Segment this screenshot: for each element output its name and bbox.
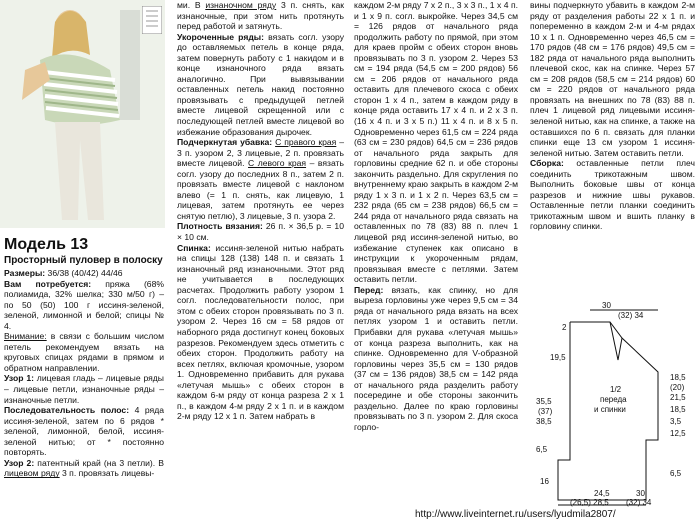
materials-text: пряжа (68% полиамида, 32% шелка; 330 м/50 г) – по 50 (50) 100 г иссиня-зеленой, зеленой, лимонной и белой; спицы № 4.: [4, 278, 165, 331]
column-4: [530, 0, 695, 232]
col3-text: каждом 2-м ряду 7 х 2 п., 3 х 3 п., 1 х 4 п. и 1 х 9 п. согл. выкройке. Через 34,5 см = 126 рядов от начального ряда продолжить работу по прямой, при этом для краев пройм с обеих сторон вновь провязывать по 3 п. узором 2. Через 53 см = 194 ряда (54,5 см = 200 рядов) 56 см = 206 рядов от начального ряда оставить для плечевого скоса с обеих сторон 1 х 4 п., затем в каждом ряду в конце ряда оставить 17 х 4 п. и 2 х 3 п. (16 х 4 п. и 3 х 5 п.) 11 х 4 п. и 8 х 5 п. Одновременно через 61,5 см = 224 ряда (63 см = 230 рядов) 64,5 см = 236 рядов от начального ряда закрыть для горловины средние 62 п. и обе стороны закончить раздельно. Для скругления по внутреннему краю закрыть в каждом 2-м ряду 1 х 3 п. и 1 х 2 п. Через 63,5 см = 232 ряда (65 см = 238 рядов) 66,5 см = 244 ряда от начального ряда связать на оставленных по 78 (83) 88 п. плеч 1 лицевой ряд иссиня-зеленой нитью, во избежание ступенек как описано в инструкции к укороченным рядам, провязывая вместе с петлями. Затем оставить петли.: [354, 0, 518, 285]
dim-bottom-3: 30: [636, 489, 645, 498]
pattern2-text: патентный край (на 3 петли). В: [34, 457, 164, 468]
decrease-label: Подчеркнутая убавка:: [177, 137, 273, 148]
col4-text: вины подчеркнуто убавить в каждом 2-м ряду от разделения работы 22 х 1 п. и попеременно в каждом 2-м и 4-м рядах 10 х 1 п. Одновременно через 46,5 см = 170 рядов (48 см = 176 рядов) 49,5 см = 182 ряда от начального ряда выполнить плечевой скос, как на спинке. Через 57 см = 208 рядов (58,5 см = 214 рядов) 60 см = 220 рядов от начального ряда провязать на внешних по 78 (83) 88 п. плеч 1 лицевой ряд лицевыми иссиня-зеленой нитью, как на спинке, а также на оставшихся по 6 п. связать для планки спинки еще 13 см узором 1 иссиня-зеленой нитью. Затем оставить петли.: [530, 0, 695, 158]
pattern2-label: Узор 2:: [4, 457, 35, 468]
gauge-label: Плотность вязания:: [177, 221, 263, 232]
pattern2-text-end: 3 п. провязать лицевы-: [59, 468, 155, 479]
dim-left-3: 35,5: [536, 397, 552, 406]
piece-label-1: 1/2: [610, 385, 622, 394]
gauge-text: 26 п. × 36,5 р. = 10 × 10 см.: [177, 221, 344, 243]
dim-bottom-4: (32) 34: [626, 498, 652, 507]
materials-label: Вам потребуется:: [4, 278, 92, 289]
column-3: [354, 0, 518, 432]
right-edge-label: С правого края: [275, 137, 337, 148]
left-edge-label: С левого края: [248, 158, 307, 169]
sizes-text: 36/38 (40/42) 44/46: [45, 268, 123, 278]
short-rows-label: Укороченные ряды:: [177, 31, 264, 42]
dim-left-1: 2: [562, 323, 567, 332]
dim-right-2: (20): [670, 383, 685, 392]
attention-label: Внимание:: [4, 331, 47, 342]
pattern1-text: лицевая гладь – лицевые ряды – лицевые петли, изнаночные ряды – изнаночные петли.: [4, 373, 164, 405]
pattern1-label: Узор 1:: [4, 373, 34, 384]
piece-label-2: переда: [600, 395, 627, 404]
left-edge-text: – вязать согл. узору до последних 8 п., затем 2 п. провязать вместе лицевой с наклоном влево (= 1 п. снять, как лицевую, 1 лицевая, затем протянуть ее через снятую петлю), 3 лицевые, 3 п. узора 2.: [177, 158, 344, 221]
dim-right-7: 6,5: [670, 469, 682, 478]
pattern-thumbnails: [142, 6, 162, 39]
col2-intro-end: 3 п. снять, как изнаночные, при этом нить протянуть перед работой и затянуть.: [177, 0, 344, 32]
front-text: вязать, как спинку, но для выреза горловины уже через 9,5 см = 34 ряда от начального ряда вязать на всех петлях узором 1 и оставить петли. Прибавки для рукава «летучая мышь» от конца разреза выполнить, как на спинке. Одновременно для V-образной горловины через 35,5 см = 130 рядов (37 см = 136 рядов) 38,5 см = 142 ряда от начального ряда разделить работу посередине и обе стороны закончить раздельно. Далее по краю горловины провязывать по 3 п. узором 2. Для скоса горло-: [354, 284, 518, 432]
dim-left-7: 16: [540, 477, 549, 486]
model-photo: [0, 0, 165, 228]
dim-top-2: (32) 34: [618, 311, 644, 320]
dim-left-4: (37): [538, 407, 553, 416]
pattern-schematic: [530, 300, 695, 515]
dim-right-1: 18,5: [670, 373, 686, 382]
pattern2-underline: лицевом ряду: [4, 468, 60, 479]
col2-intro: ми. В: [177, 0, 206, 10]
dim-right-5: 3,5: [670, 417, 682, 426]
column-1: [4, 268, 164, 479]
model-title: Модель 13: [4, 236, 89, 253]
dim-top: 30: [602, 301, 611, 310]
dim-left-6: 6,5: [536, 445, 548, 454]
watermark-url[interactable]: http://www.liveinternet.ru/users/lyudmila2807/: [415, 509, 616, 520]
stripe-sequence-label: Последовательность полос:: [4, 405, 130, 416]
model-subtitle: Просторный пуловер в полоску: [4, 255, 163, 266]
sizes-label: Размеры:: [4, 268, 46, 278]
stripe-sequence-text: 4 ряда иссиня-зеленой, затем по 6 рядов * зеленой, лимонной, белой, иссиня-зеленой нитью; от * постоянно повторять.: [4, 405, 164, 458]
right-edge-text: – 3 п. узором 2, 3 лицевые, 2 п. провязать вместе лицевой.: [177, 137, 345, 169]
dim-right-4: 18,5: [670, 405, 686, 414]
short-rows-text: вязать согл. узору до оставляемых петель в конце ряда, затем повернуть работу с 1 накидом и в конце изнаночного ряда вязать аналогично. При вывязывании оставленных петель накид постоянно провязывать с предыдущей петлей вместе лицевой скрещенной или с последующей петлей вместе лицевой во избежание образования дырочек.: [177, 31, 345, 137]
front-label: Перед:: [354, 284, 384, 295]
piece-label-3: и спинки: [594, 405, 626, 414]
back-text: иссиня-зеленой нитью набрать на спицы 128 (138) 148 п. и связать 1 изнаночный ряд изнаночными. Этот ряд не учитывается в последующих расчетах. Продолжить работу узором 1 согл. последовательности полос, при этом с обеих сторон провязывать по 3 п. узором 2. Через 16 см = 58 рядов от наборного ряда достигнут конец боковых разрезов. Рекомендуем здесь отметить с обеих сторон. Продолжить работу на всех петлях, включая кромочные, узором 1. Одновременно прибавить для рукава «летучая мышь» с обеих сторон в каждом 6-м ряду от конца разреза 2 х 1 п., в каждом 4-м ряду 2 х 1 п. и в каждом 2-м ряду 12 х 1 п. Затем набрать в: [177, 242, 344, 422]
dim-bottom-2: (26,5) 28,5: [570, 498, 609, 507]
column-2: [177, 0, 344, 422]
assembly-label: Сборка:: [530, 158, 564, 169]
dim-left-2: 19,5: [550, 353, 566, 362]
dim-bottom-1: 24,5: [594, 489, 610, 498]
assembly-text: оставленные петли плеч соединить трикотажным швом. Выполнить боковые швы от конца разрезов и нижние швы рукавов. Оставленные петли планки соединить трикотажным швом и вшить планку в горловину спинки.: [530, 158, 695, 232]
dim-right-6: 12,5: [670, 429, 686, 438]
dim-right-3: 21,5: [670, 393, 686, 402]
back-label: Спинка:: [177, 242, 211, 253]
attention-text: в связи с большим числом петель рекомендуем вязать на круговых спицах рядами в прямом и обратном направлении.: [4, 331, 164, 373]
col2-intro-underline: изнаночном ряду: [205, 0, 277, 10]
dim-left-5: 38,5: [536, 417, 552, 426]
